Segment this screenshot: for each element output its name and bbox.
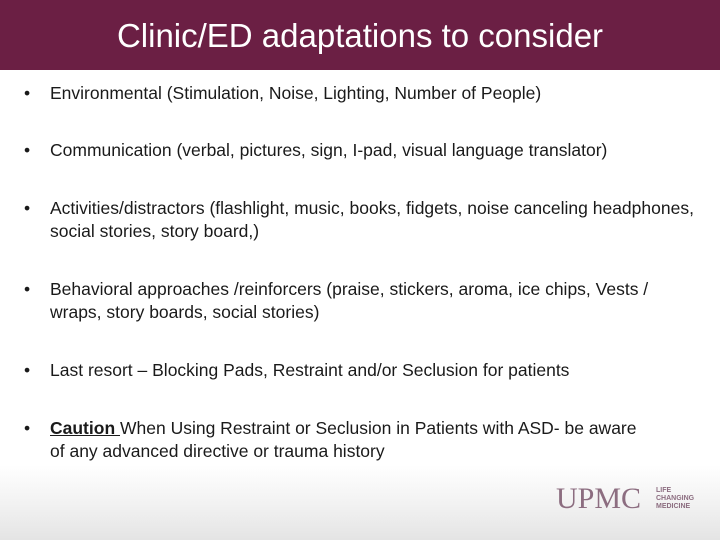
logo-tagline [656,487,716,511]
bullet-text: Communication (verbal, pictures, sign, I-pad, visual language translator) [50,140,608,160]
bullet-dot: • [24,198,31,218]
bullet-dot: • [24,83,31,103]
bullet-dot: • [24,418,31,438]
logo-tagline-line: MEDICINE [656,503,691,510]
title-bar [0,0,720,70]
logo-tagline-line: CHANGING [656,495,695,502]
slide-title: Clinic/ED adaptations to consider [116,17,604,54]
logo-wordmark: UPMC [556,482,642,515]
caution-text: When Using Restraint or Seclusion in Patients with ASD- be aware of any advanced directive or trauma history [50,418,637,461]
bullet-behavioral [24,278,704,324]
bullet-environmental [24,82,704,105]
bullet-text: Behavioral approaches /reinforcers (praise, stickers, aroma, ice chips, Vests / wraps, story boards, social stories) [50,279,649,322]
bullet-text: Last resort – Blocking Pads, Restraint and/or Seclusion for patients [50,360,570,380]
logo-tagline-line: LIFE [656,487,672,494]
caution-label: Caution [50,418,120,438]
bullet-dot: • [24,360,31,380]
bullet-text: Activities/distractors (flashlight, music, books, fidgets, noise canceling headphones, social stories, story board,) [50,198,694,241]
bullet-dot: • [24,279,31,299]
bullet-dot: • [24,140,31,160]
bullet-communication [24,139,704,162]
bullet-text [50,417,644,463]
bullet-activities [24,197,704,243]
bullet-last-resort [24,359,704,382]
bullet-text: Environmental (Stimulation, Noise, Lighting, Number of People) [50,83,542,103]
bullet-caution [24,417,644,463]
